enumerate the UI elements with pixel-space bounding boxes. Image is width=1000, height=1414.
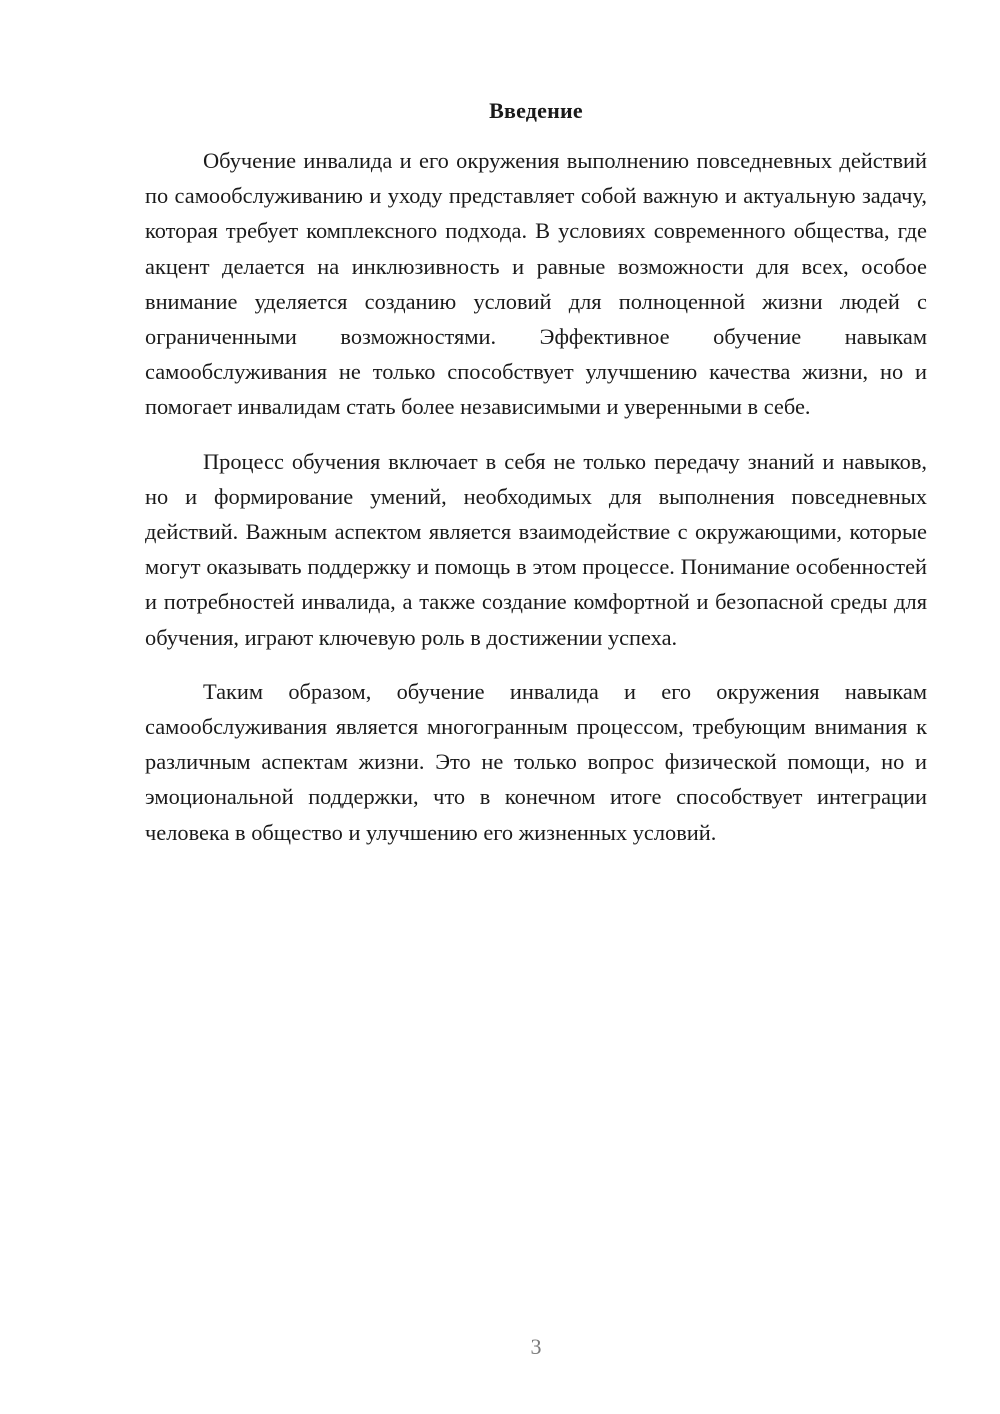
- paragraph-intro: Обучение инвалида и его окружения выполнению повседневных действий по самообслуживанию и уходу представляет собой важную и актуальную задачу, которая требует комплексного подхода. В условиях современного общества, где акцент делается на инклюзивность и равные возможности для всех, особое внимание уделяется созданию условий для полноценной жизни людей с ограниченными возможностями. Эффективное обучение навыкам самообслуживания не только способствует улучшению качества жизни, но и помогает инвалидам стать более независимыми и уверенными в себе.: [145, 148, 927, 420]
- document-body: [145, 143, 927, 869]
- paragraph-conclusion: Таким образом, обучение инвалида и его окружения навыкам самообслуживания является многогранным процессом, требующим внимания к различным аспектам жизни. Это не только вопрос физической помощи, но и эмоциональной поддержки, что в конечном итоге способствует интеграции человека в общество и улучшению его жизненных условий.: [145, 678, 927, 845]
- paragraph-learning-process: Процесс обучения включает в себя не только передачу знаний и навыков, но и формирование умений, необходимых для выполнения повседневных действий. Важным аспектом является взаимодействие с окружающими, которые могут оказывать поддержку и помощь в этом процессе. Понимание особенностей и потребностей инвалида, а также создание комфортной и безопасной среды для обучения, играют ключевую роль в достижении успеха.: [145, 448, 927, 650]
- section-title: Введение: [489, 98, 583, 123]
- page-number: 3: [530, 1334, 542, 1359]
